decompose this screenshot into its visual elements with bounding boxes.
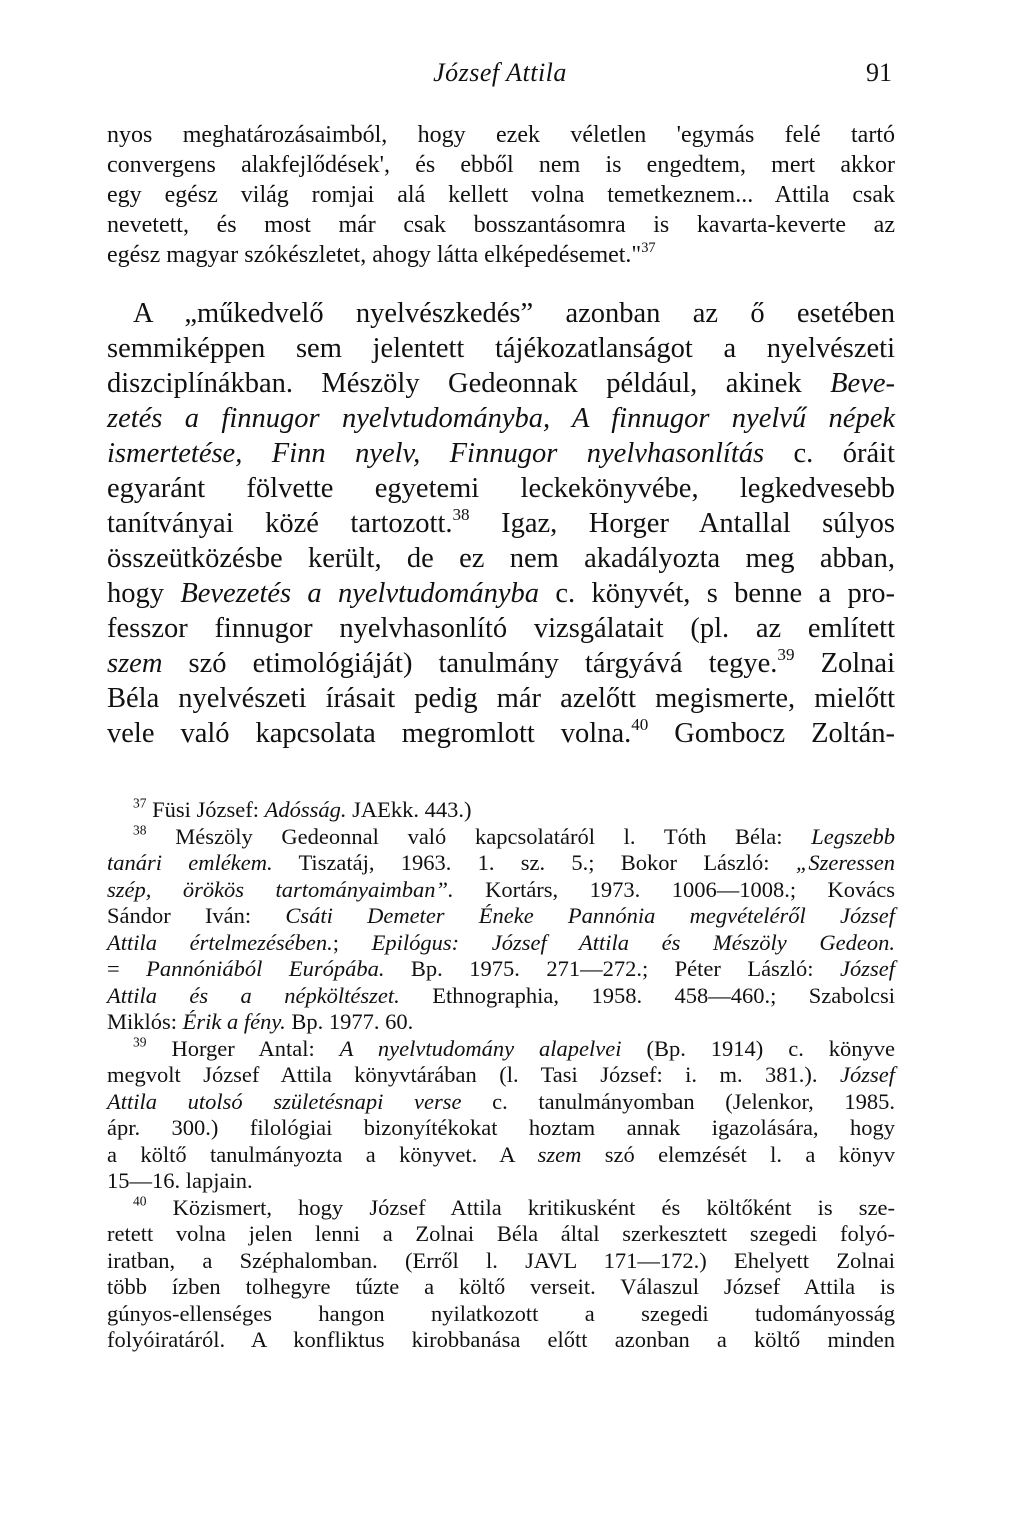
text-run: vele való kapcsolata megromlott volna. bbox=[107, 718, 632, 749]
text-run: (Bp. 1914) c. könyve bbox=[621, 1035, 896, 1061]
footnotes bbox=[107, 797, 895, 1354]
italic-title: Adósság. bbox=[264, 797, 347, 822]
text-line: convergens alakfejlődések', és ebből nem is engedtem, mert akkor bbox=[107, 152, 895, 178]
italic-title: Legszebb bbox=[811, 823, 895, 849]
footnote-line: több ízben tolhegyre tűzte a költő verseit. Válaszul József Attila is bbox=[107, 1274, 895, 1299]
footnote-39 bbox=[107, 1036, 895, 1063]
italic-title: Epilógus: József Attila és Mészöly Gedeon. bbox=[371, 929, 895, 955]
italic-title: tanári emlékem. bbox=[107, 850, 273, 875]
text-line bbox=[107, 366, 895, 401]
text-line bbox=[107, 240, 895, 270]
footnote-40 bbox=[107, 1195, 895, 1222]
italic-title: Beve- bbox=[830, 368, 895, 399]
footnote-line: iratban, a Széphalomban. (Erről l. JAVL 171—172.) Ehelyett Zolnai bbox=[107, 1247, 895, 1273]
text-line: egyaránt fölvette egyetemi leckekönyvébe, legkedvesebb bbox=[107, 473, 895, 504]
text-run: Tiszatáj, 1963. 1. sz. 5.; Bokor László: bbox=[272, 850, 796, 875]
text-line: egy egész világ romjai alá kellett volna temetkeznem... Attila csak bbox=[107, 182, 895, 208]
text-run: Igaz, Horger Antallal súlyos bbox=[469, 508, 895, 539]
text-run: Ethnographia, 1958. 458—460.; Szabolcsi bbox=[399, 982, 895, 1008]
text-line: A „műkedvelő nyelvészkedés” azonban az ő esetében bbox=[133, 298, 895, 329]
text-run: Zolnai bbox=[794, 648, 895, 679]
footnote-number: 39 bbox=[133, 1034, 147, 1050]
footnote-number: 37 bbox=[133, 795, 147, 811]
italic-title: ismertetése, Finn nyelv, Finnugor nyelvhasonlítás bbox=[107, 438, 765, 469]
footnote-line bbox=[107, 850, 895, 877]
text-run: tanítványai közé tartozott. bbox=[107, 508, 453, 539]
text-line: nyos meghatározásaimból, hogy ezek véletlen 'egymás felé tartó bbox=[107, 122, 895, 148]
text-line bbox=[107, 716, 895, 751]
text-run: szó elemzését l. a könyv bbox=[581, 1141, 895, 1167]
text-run: Kortárs, 1973. 1006—1008.; Kovács bbox=[453, 876, 895, 902]
italic-title: szép, örökös tartományaimban”. bbox=[107, 876, 454, 902]
text-line: összeütközésbe került, de ez nem akadályozta meg abban, bbox=[107, 543, 895, 574]
text-run: = bbox=[107, 956, 147, 981]
footnote-ref-39: 39 bbox=[777, 645, 795, 665]
italic-title: Bevezetés a nyelvtudományba bbox=[180, 578, 540, 609]
text-line: semmiképpen sem jelentett tájékozatlanságot a nyelvészeti bbox=[107, 333, 895, 364]
text-run: Gombocz Zoltán- bbox=[648, 718, 895, 749]
text-run: c. tanulmányomban (Jelenkor, 1985. bbox=[461, 1088, 895, 1114]
text-run: c. könyvét, s benne a pro- bbox=[539, 578, 895, 609]
text-line bbox=[107, 576, 895, 611]
text-run: a költő tanulmányozta a könyvet. A bbox=[107, 1141, 538, 1167]
footnote-line: folyóiratáról. A konfliktus kirobbanása előtt azonban a költő minden bbox=[107, 1327, 895, 1352]
footnote-line bbox=[107, 877, 895, 904]
footnote-line: retett volna jelen lenni a Zolnai Béla által szerkesztett szegedi folyó- bbox=[107, 1221, 895, 1246]
footnote-line: gúnyos-ellenséges hangon nyilatkozott a szegedi tudományosság bbox=[107, 1300, 895, 1326]
footnote-line bbox=[107, 956, 895, 983]
text-line: nevetett, és most már csak bosszantásomra is kavarta-keverte az bbox=[107, 212, 895, 238]
footnote-number: 40 bbox=[133, 1193, 147, 1209]
text-run: Füsi József: bbox=[146, 797, 265, 822]
text-run: Horger Antal: bbox=[146, 1035, 340, 1061]
text-run: c. óráit bbox=[764, 438, 895, 469]
italic-title: József bbox=[840, 1062, 895, 1087]
text-run: ; bbox=[332, 929, 372, 955]
text-run: egész magyar szókészletet, ahogy látta elképedésemet." bbox=[107, 242, 642, 268]
footnote-number: 38 bbox=[133, 822, 147, 838]
text-run: Miklós: bbox=[107, 1009, 183, 1034]
text-run: Mészöly Gedeonnal való kapcsolatáról l. Tóth Béla: bbox=[146, 823, 812, 849]
text-line: Béla nyelvészeti írásait pedig már azelőtt megismerte, mielőtt bbox=[107, 683, 895, 714]
italic-title: zetés a finnugor nyelvtudományba, A finnugor nyelvű népek bbox=[107, 403, 895, 434]
text-run: JAEkk. 443.) bbox=[346, 797, 472, 822]
text-run: hogy bbox=[107, 578, 181, 609]
italic-title: Attila értelmezésében. bbox=[107, 929, 333, 955]
italic-title: Érik a fény. bbox=[182, 1009, 286, 1034]
continued-paragraph bbox=[107, 120, 895, 270]
footnote-line bbox=[107, 983, 895, 1010]
footnote-line bbox=[107, 930, 895, 957]
text-run: diszciplínákban. Mészöly Gedeonnak például, akinek bbox=[107, 368, 831, 399]
italic-title: Attila és a népköltészet. bbox=[107, 982, 400, 1008]
text-line bbox=[107, 506, 895, 541]
text-line: fesszor finnugor nyelvhasonlító vizsgálatait (pl. az említett bbox=[107, 613, 895, 644]
text-run: szó etimológiáját) tanulmány tárgyává tegye. bbox=[162, 648, 778, 679]
footnote-line bbox=[107, 1062, 895, 1089]
text-line bbox=[107, 646, 895, 681]
footnote-ref-40: 40 bbox=[631, 715, 649, 735]
italic-title: „Szeressen bbox=[795, 850, 895, 875]
footnote-ref-38: 38 bbox=[452, 505, 470, 525]
text-run: megvolt József Attila könyvtárában (l. Tasi József: i. m. 381.). bbox=[107, 1062, 840, 1087]
italic-title: József bbox=[840, 956, 895, 981]
footnote-line bbox=[107, 903, 895, 930]
footnote-ref-37: 37 bbox=[641, 239, 656, 256]
text-run: Közismert, hogy József Attila kritikusként és költőként is sze- bbox=[146, 1194, 895, 1220]
text-line bbox=[107, 401, 895, 436]
italic-word: szem bbox=[107, 648, 163, 679]
footnote-37 bbox=[107, 797, 895, 824]
footnote-38 bbox=[107, 824, 895, 851]
italic-word: szem bbox=[537, 1141, 582, 1167]
footnote-line: ápr. 300.) filológiai bizonyítékokat hoztam annak igazolására, hogy bbox=[107, 1115, 895, 1140]
text-run: Bp. 1977. 60. bbox=[285, 1009, 414, 1034]
text-run: Sándor Iván: bbox=[107, 903, 286, 928]
italic-title: Pannóniából Európába. bbox=[146, 956, 385, 981]
running-title: József Attila bbox=[433, 58, 567, 87]
footnote-line bbox=[107, 1089, 895, 1116]
page-number: 91 bbox=[866, 58, 892, 87]
text-run: Bp. 1975. 271—272.; Péter László: bbox=[384, 956, 840, 981]
italic-title: Attila utolsó születésnapi verse bbox=[107, 1088, 462, 1114]
main-paragraph bbox=[107, 296, 895, 751]
text-line bbox=[107, 436, 895, 471]
footnote-line: 15—16. lapjain. bbox=[107, 1168, 253, 1193]
footnote-line bbox=[107, 1142, 895, 1169]
italic-title: Csáti Demeter Éneke Pannónia megvételéről József bbox=[285, 903, 895, 928]
footnote-line bbox=[107, 1009, 895, 1036]
italic-title: A nyelvtudomány alapelvei bbox=[339, 1035, 622, 1061]
page-header bbox=[108, 58, 892, 98]
